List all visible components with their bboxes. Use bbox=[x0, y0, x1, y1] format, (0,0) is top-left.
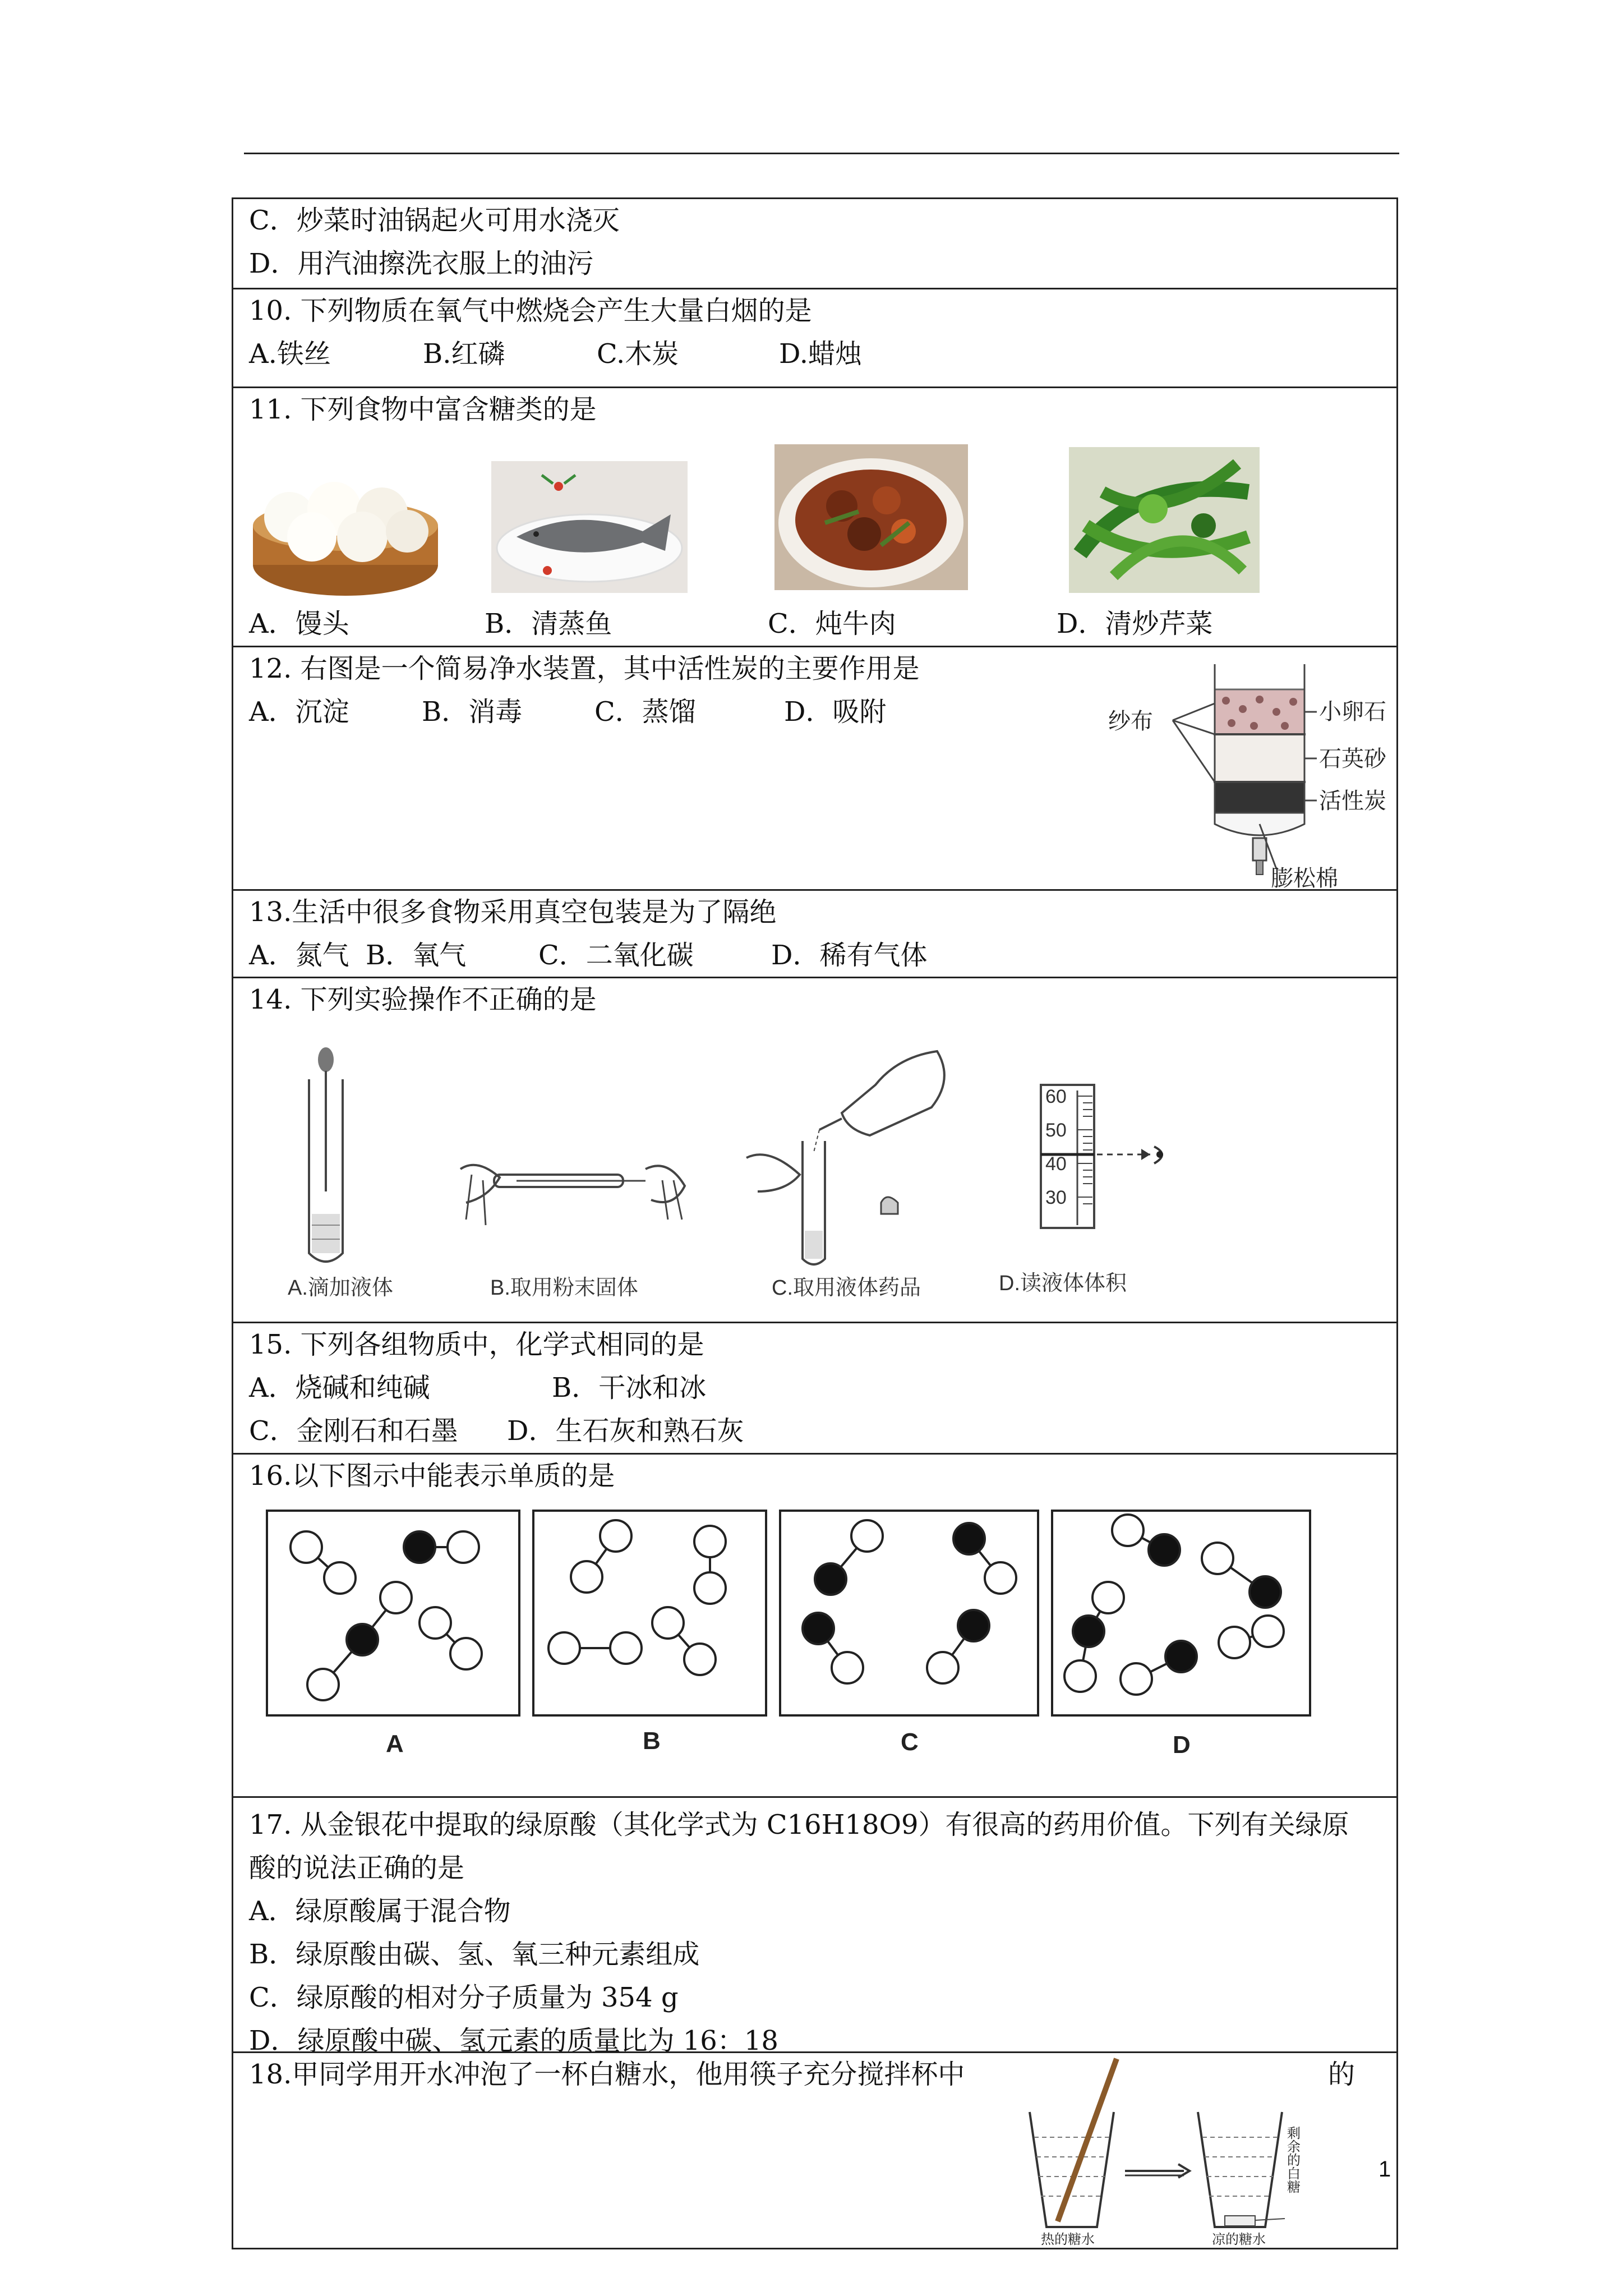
celery-image bbox=[1069, 447, 1260, 593]
q17-option-c: C．绿原酸的相对分子质量为 354 g bbox=[249, 1982, 679, 2013]
label-hot-sugar-water: 热的糖水 bbox=[1041, 2232, 1095, 2247]
q18-stem-tail: 的 bbox=[1328, 2059, 1355, 2090]
q11-option-d: D．清炒芹菜 bbox=[1057, 608, 1213, 639]
q15-stem: 15. 下列各组物质中，化学式相同的是 bbox=[249, 1329, 704, 1360]
header-rule bbox=[244, 153, 1399, 154]
q16-row bbox=[233, 1453, 1396, 1796]
label-pebble: 小卵石 bbox=[1319, 700, 1386, 724]
q14-caption-a: A.滴加液体 bbox=[288, 1276, 393, 1300]
q11-option-b: B．清蒸鱼 bbox=[485, 608, 612, 639]
read-volume-drawing bbox=[1041, 1085, 1163, 1228]
q16-molecule-diagrams bbox=[261, 1505, 1327, 1786]
q12-option-a: A．沉淀 bbox=[249, 696, 349, 728]
q14-caption-b: B.取用粉末固体 bbox=[490, 1276, 638, 1300]
braised-beef-image bbox=[774, 444, 968, 590]
q11-option-a: A．馒头 bbox=[249, 608, 349, 639]
q12-row bbox=[233, 646, 1396, 889]
q11-stem: 11. 下列食物中富含糖类的是 bbox=[249, 394, 597, 425]
q11-options bbox=[249, 602, 1213, 646]
q17-option-d: D．绿原酸中碳、氢元素的质量比为 16：18 bbox=[249, 2025, 778, 2056]
q16-label-a: A bbox=[386, 1730, 404, 1757]
q9-option-c: C．炒菜时油锅起火可用水浇灭 bbox=[249, 205, 620, 236]
label-sand: 石英砂 bbox=[1319, 747, 1386, 771]
q9-option-d: D．用汽油擦洗衣服上的油污 bbox=[249, 248, 594, 279]
q13-option-c: C．二氧化碳 bbox=[538, 940, 694, 971]
label-gauze: 纱布 bbox=[1108, 709, 1153, 734]
label-cotton: 膨松棉 bbox=[1271, 866, 1338, 891]
q16-label-c: C bbox=[901, 1728, 919, 1756]
water-filter-diagram bbox=[1108, 656, 1386, 891]
q17-stem-line1: 17. 从金银花中提取的绿原酸（其化学式为 C16H18O9）有很高的药用价值。下列有关绿原 bbox=[249, 1809, 1349, 1841]
q14-caption-d: D.读液体体积 bbox=[999, 1272, 1127, 1295]
dropper-drawing bbox=[309, 1047, 343, 1262]
q15-option-c: C．金刚石和石墨 bbox=[249, 1415, 458, 1447]
q14-caption-c: C.取用液体药品 bbox=[772, 1276, 921, 1300]
q17-stem-line2: 酸的说法正确的是 bbox=[249, 1852, 465, 1884]
q17-row bbox=[233, 1796, 1396, 2056]
q13-row bbox=[233, 889, 1396, 977]
q16-label-d: D bbox=[1173, 1731, 1191, 1759]
question-table bbox=[232, 197, 1398, 2249]
q14-stem: 14. 下列实验操作不正确的是 bbox=[249, 984, 597, 1015]
q11-food-images bbox=[250, 453, 1372, 601]
q13-stem: 13.生活中很多食物采用真空包装是为了隔绝 bbox=[249, 896, 777, 928]
pour-liquid-drawing bbox=[746, 1051, 944, 1264]
q10-stem: 10. 下列物质在氧气中燃烧会产生大量白烟的是 bbox=[249, 295, 812, 326]
scale-50: 50 bbox=[1045, 1120, 1067, 1141]
q9-row bbox=[233, 199, 1396, 288]
q18-row bbox=[233, 2051, 1396, 2248]
q13-option-a: A．氮气 bbox=[249, 940, 349, 971]
q14-row bbox=[233, 977, 1396, 1322]
q17-option-b: B．绿原酸由碳、氢、氧三种元素组成 bbox=[249, 1939, 700, 1970]
scale-30: 30 bbox=[1045, 1187, 1067, 1208]
scale-40: 40 bbox=[1045, 1153, 1067, 1175]
label-cold-sugar-water: 凉的糖水 bbox=[1212, 2232, 1266, 2247]
powder-drawing bbox=[460, 1165, 685, 1225]
q16-stem: 16.以下图示中能表示单质的是 bbox=[249, 1460, 615, 1492]
page-number: 1 bbox=[1378, 2157, 1391, 2182]
q15-option-a: A．烧碱和纯碱 bbox=[249, 1372, 430, 1404]
q11-row bbox=[233, 386, 1396, 646]
q13-option-b: B．氧气 bbox=[366, 940, 467, 971]
q13-options bbox=[249, 934, 1381, 977]
q15-option-d: D．生石灰和熟石灰 bbox=[507, 1415, 744, 1447]
q10-row bbox=[233, 288, 1396, 386]
q15-options-ab bbox=[249, 1366, 1381, 1410]
q10-option-b: B.红磷 bbox=[423, 338, 505, 370]
q10-option-a: A.铁丝 bbox=[249, 338, 331, 370]
q12-option-b: B．消毒 bbox=[422, 696, 523, 728]
label-remaining-sugar: 剩余的白糖 bbox=[1284, 2126, 1300, 2193]
q18-stem: 18.甲同学用开水冲泡了一杯白糖水，他用筷子充分搅拌杯中 bbox=[249, 2059, 965, 2090]
q14-operation-drawings bbox=[267, 1046, 1276, 1281]
scale-60: 60 bbox=[1045, 1086, 1067, 1107]
q15-options-cd bbox=[249, 1410, 1381, 1453]
steamed-buns-image bbox=[253, 482, 438, 596]
q10-option-d: D.蜡烛 bbox=[779, 338, 863, 370]
q15-option-b: B．干冰和冰 bbox=[552, 1372, 707, 1404]
q13-option-d: D．稀有气体 bbox=[771, 940, 928, 971]
q15-row bbox=[233, 1322, 1396, 1453]
q10-options bbox=[249, 333, 1381, 376]
q17-option-a: A．绿原酸属于混合物 bbox=[249, 1895, 511, 1927]
q12-option-c: C．蒸馏 bbox=[594, 696, 696, 728]
q16-label-b: B bbox=[643, 1727, 661, 1755]
q12-stem: 12. 右图是一个简易净水装置，其中活性炭的主要作用是 bbox=[249, 653, 920, 684]
steamed-fish-image bbox=[491, 461, 688, 593]
q12-option-d: D．吸附 bbox=[784, 696, 887, 728]
q11-option-c: C．炖牛肉 bbox=[768, 608, 896, 639]
label-carbon: 活性炭 bbox=[1319, 789, 1386, 813]
sugar-water-diagram bbox=[1030, 2059, 1344, 2249]
q10-option-c: C.木炭 bbox=[597, 338, 679, 370]
